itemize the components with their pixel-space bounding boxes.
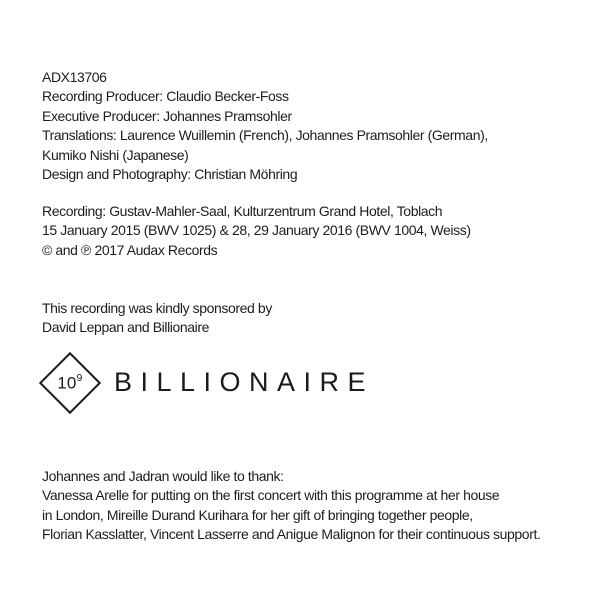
recording-producer-line: Recording Producer: Claudio Becker-Foss	[42, 88, 289, 105]
production-credits-block	[42, 68, 488, 184]
recording-dates-line: 15 January 2015 (BWV 1025) & 28, 29 January 2016 (BWV 1004, Weiss)	[42, 222, 471, 239]
recording-info-block	[42, 202, 471, 260]
design-photography-line: Design and Photography: Christian Möhring	[42, 166, 298, 183]
catalog-number: ADX13706	[42, 69, 107, 85]
billionaire-diamond-icon	[39, 352, 101, 414]
copyright-line: © and ℗ 2017 Audax Records	[42, 241, 218, 258]
executive-producer-line: Executive Producer: Johannes Pramsohler	[42, 107, 292, 124]
recording-venue-line: Recording: Gustav-Mahler-Saal, Kulturzentrum Grand Hotel, Toblach	[42, 203, 443, 219]
thanks-line-3: Florian Kasslatter, Vincent Lasserre and Anigue Malignon for their continuous support.	[42, 526, 541, 543]
ten-base: 10	[57, 373, 77, 393]
ten-to-ninth-label	[57, 374, 82, 392]
translations-line: Translations: Laurence Wuillemin (French), Johannes Pramsohler (German),	[42, 127, 488, 144]
thanks-block	[42, 467, 540, 545]
sponsor-intro-line: This recording was kindly sponsored by	[42, 300, 272, 316]
thanks-line-2: in London, Mireille Durand Kurihara for her gift of bringing together people,	[42, 506, 473, 523]
sponsor-block	[42, 299, 272, 338]
ninth-power-superscript: 9	[76, 372, 83, 385]
thanks-line-1: Vanessa Arelle for putting on the first concert with this programme at her house	[42, 487, 500, 504]
translations-continued-line: Kumiko Nishi (Japanese)	[42, 146, 189, 163]
billionaire-wordmark: BILLIONAIRE	[114, 367, 375, 397]
sponsor-names-line: David Leppan and Billionaire	[42, 319, 210, 336]
thanks-heading-line: Johannes and Jadran would like to thank:	[42, 468, 284, 484]
